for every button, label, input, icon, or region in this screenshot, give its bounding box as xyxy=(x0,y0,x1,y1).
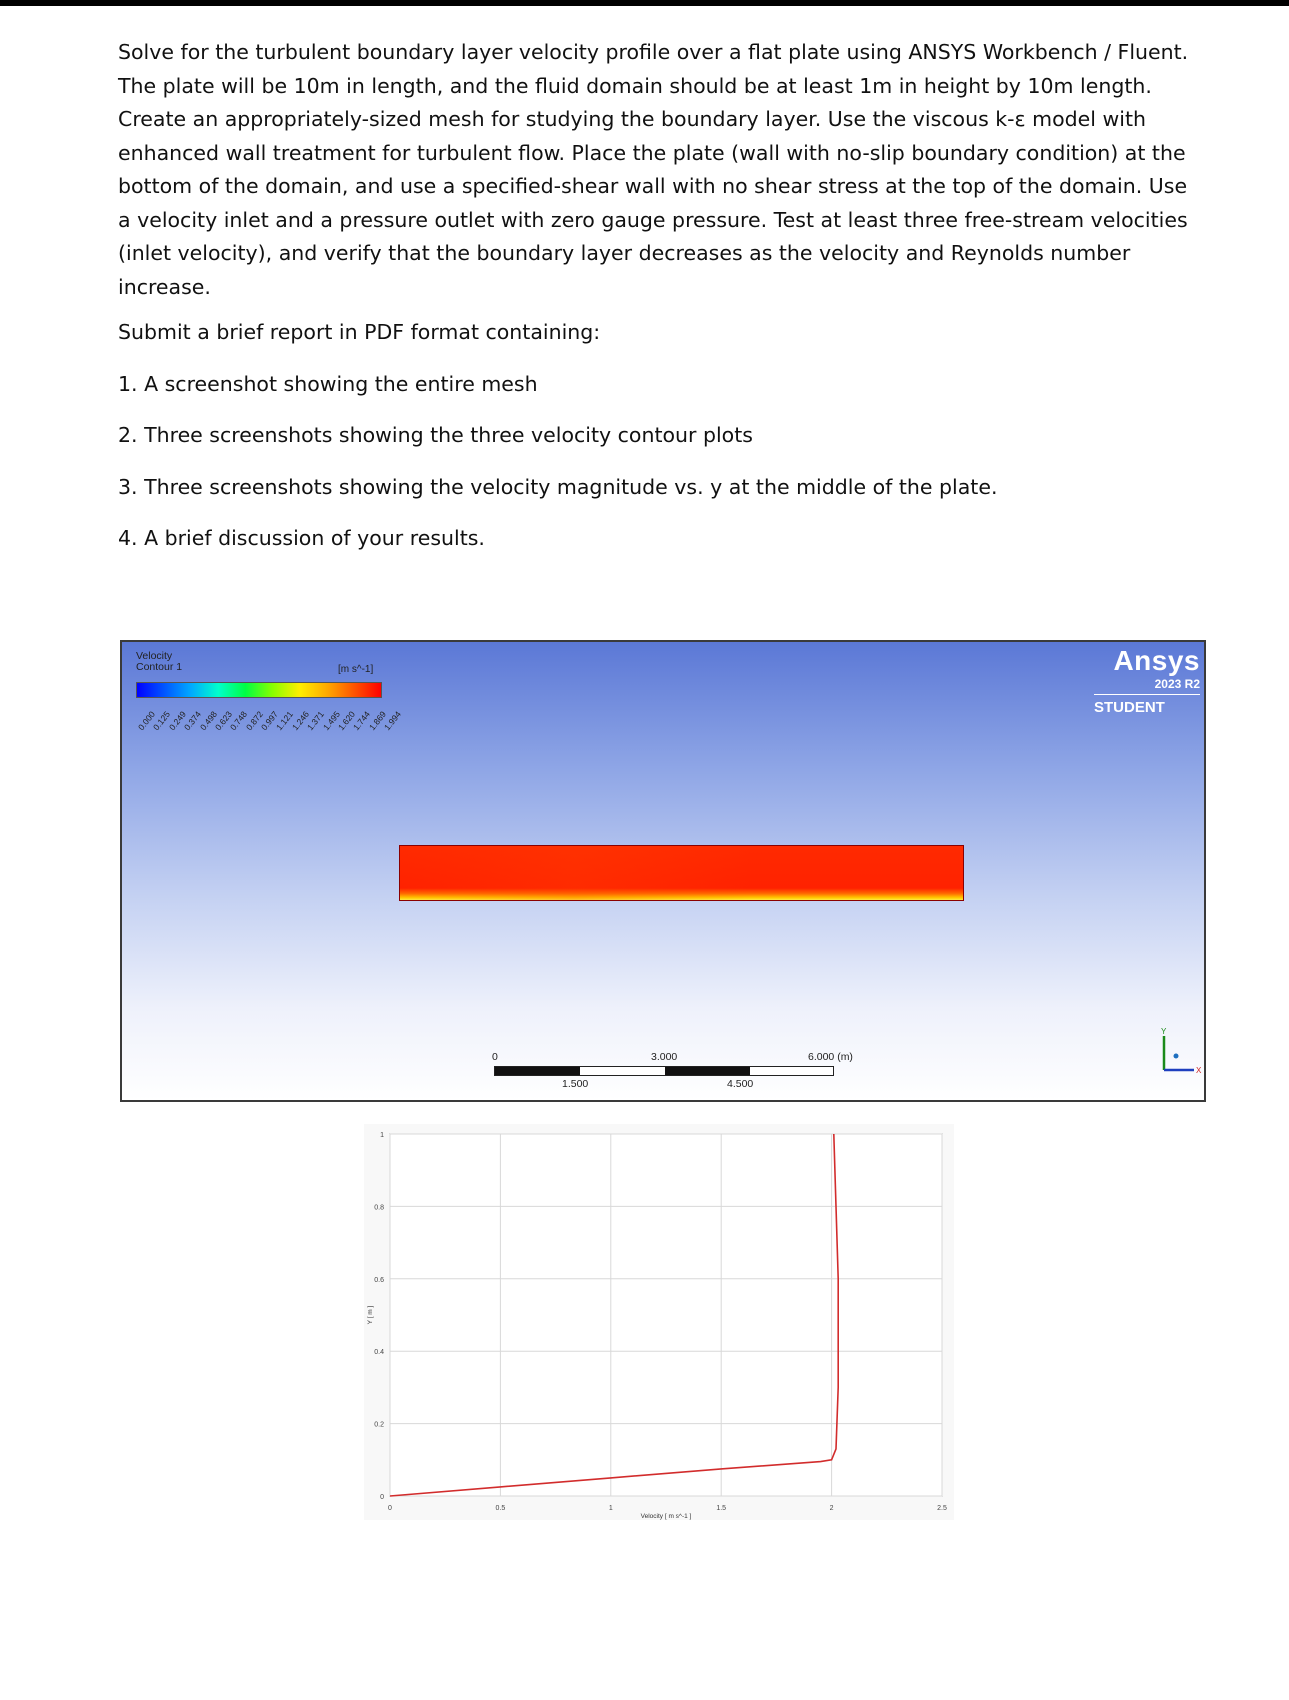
colorbar-tick-label: 0.498 xyxy=(197,709,219,733)
scale-label: 3.000 xyxy=(651,1051,678,1063)
scale-label: 1.500 xyxy=(562,1078,589,1090)
scale-label: 6.000 (m) xyxy=(808,1051,853,1063)
intro-paragraph xyxy=(118,36,1208,304)
intro-line: Solve for the turbulent boundary layer velocity profile over a flat plate using ANSYS Workbench / Fluent. xyxy=(118,40,1189,64)
colorbar-tick-label: 0.374 xyxy=(182,709,204,733)
colorbar-tick-label: 0.997 xyxy=(259,709,280,733)
intro-line: bottom of the domain, and use a specified-shear wall with no shear stress at the top of the domain. Use xyxy=(118,174,1188,198)
brand-version: 2023 R2 xyxy=(1154,677,1200,691)
x-tick-label: 1 xyxy=(608,1505,613,1512)
intro-line: enhanced wall treatment for turbulent flow. Place the plate (wall with no-slip boundary condition) at the xyxy=(118,140,1186,165)
colorbar-tick-label: 0.125 xyxy=(151,709,173,733)
colorbar-tick-label: 1.994 xyxy=(382,709,403,733)
plot-area xyxy=(390,1134,942,1496)
brand-divider xyxy=(1094,694,1200,695)
intro-line: The plate will be 10m in length, and the fluid domain should be at least 1m in height by 10m length. xyxy=(118,73,1152,98)
colorbar-tick-label: 1.371 xyxy=(305,709,327,733)
intro-line: increase. xyxy=(118,274,211,299)
colorbar-tick-label: 0.000 xyxy=(136,709,157,733)
brand-name: Ansys xyxy=(1113,645,1200,676)
x-tick-label: 2.5 xyxy=(937,1505,947,1512)
colorbar-tick-label: 1.869 xyxy=(366,709,388,733)
y-axis-label: Y [ m ] xyxy=(367,1305,374,1325)
colorbar-tick-label: 0.623 xyxy=(212,709,234,733)
legend-title-line: Velocity xyxy=(136,650,173,662)
colorbar-tick-label: 1.121 xyxy=(274,709,296,733)
y-tick-label: 1 xyxy=(380,1132,384,1139)
colorbar-tick-label: 1.620 xyxy=(335,709,357,733)
colorbar-tick-label: 1.744 xyxy=(351,709,373,733)
length-scale-bar xyxy=(494,1066,834,1076)
legend-title-line: Contour 1 xyxy=(136,661,183,673)
y-tick-label: 0.8 xyxy=(374,1204,384,1212)
brand-edition: STUDENT xyxy=(1094,699,1165,716)
y-tick-label: 0 xyxy=(380,1494,384,1501)
top-border-bar xyxy=(0,0,1289,6)
assignment-text xyxy=(118,36,1208,574)
deliverable-item: 4. A brief discussion of your results. xyxy=(118,526,485,550)
scale-label: 0 xyxy=(492,1051,498,1063)
scale-segment xyxy=(665,1067,750,1075)
x-tick-label: 0.5 xyxy=(495,1505,506,1512)
colorbar-tick-label: 1.495 xyxy=(320,709,342,733)
velocity-colorbar xyxy=(136,682,382,698)
legend-title xyxy=(136,651,182,673)
ansys-logo xyxy=(1080,646,1200,716)
legend-unit: [m s^-1] xyxy=(338,664,374,675)
triad-x-label: X xyxy=(1196,1066,1202,1075)
colorbar-tick-label: 1.246 xyxy=(289,709,311,733)
submit-heading: Submit a brief report in PDF format containing: xyxy=(118,320,601,344)
intro-line: a velocity inlet and a pressure outlet with zero gauge pressure. Test at least three free-stream velocities xyxy=(118,207,1188,232)
velocity-profile-chart xyxy=(364,1124,954,1520)
colorbar-tick-label: 0.249 xyxy=(166,709,188,733)
scale-label: 4.500 xyxy=(727,1078,754,1090)
y-tick-label: 0.6 xyxy=(374,1276,384,1284)
colorbar-tick-labels xyxy=(132,702,403,733)
velocity-contour-figure xyxy=(120,640,1206,1102)
axis-triad-icon xyxy=(1142,1022,1202,1082)
x-axis-label: Velocity [ m s^-1 ] xyxy=(640,1513,692,1520)
x-tick-label: 1.5 xyxy=(716,1505,727,1512)
intro-line: (inlet velocity), and verify that the boundary layer decreases as the velocity and Reynolds number xyxy=(118,241,1131,265)
intro-line: Create an appropriately-sized mesh for studying the boundary layer. Use the viscous k-ε model with xyxy=(118,107,1146,131)
y-tick-label: 0.4 xyxy=(374,1349,384,1357)
colorbar-tick-label: 0.872 xyxy=(243,709,265,733)
y-tick-label: 0.2 xyxy=(374,1421,384,1429)
x-tick-label: 2 xyxy=(829,1505,834,1512)
triad-y-label: Y xyxy=(1161,1027,1167,1036)
scale-segment xyxy=(495,1067,580,1075)
x-tick-label: 0 xyxy=(388,1505,392,1512)
deliverable-item: 2. Three screenshots showing the three velocity contour plots xyxy=(118,423,753,447)
colorbar-tick-label: 0.748 xyxy=(228,709,250,733)
deliverable-item: 3. Three screenshots showing the velocity magnitude vs. y at the middle of the plate. xyxy=(118,474,998,499)
plate-domain-contour xyxy=(399,845,964,901)
plate-shading xyxy=(400,846,750,900)
deliverable-item: 1. A screenshot showing the entire mesh xyxy=(118,371,538,396)
